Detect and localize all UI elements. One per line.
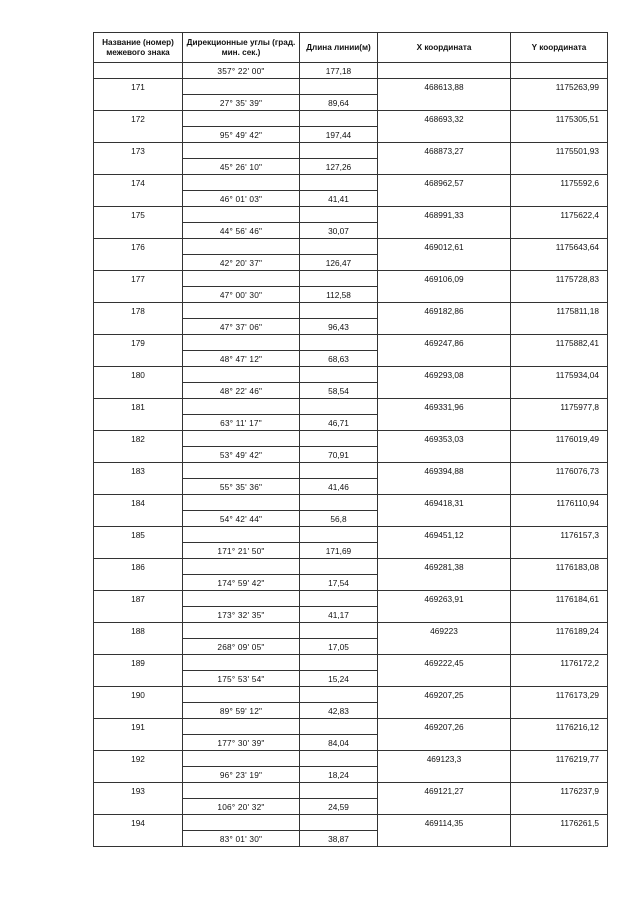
angle-cell: 83° 01' 30" [183, 831, 300, 847]
segment-row [94, 735, 608, 751]
x-coordinate-cell: 468962,57 [378, 175, 511, 191]
point-row [94, 175, 608, 191]
segment-row [94, 703, 608, 719]
point-name-cell: 183 [94, 463, 183, 479]
point-name-cell: 194 [94, 815, 183, 831]
segment-row [94, 575, 608, 591]
angle-cell: 268° 09' 05" [183, 639, 300, 655]
point-name-cell: 176 [94, 239, 183, 255]
point-row [94, 367, 608, 383]
y-coordinate-cell: 1175934,04 [511, 367, 608, 383]
segment-row [94, 543, 608, 559]
length-cell: 41,41 [300, 191, 378, 207]
point-row [94, 303, 608, 319]
point-row [94, 655, 608, 671]
angle-cell: 96° 23' 19" [183, 767, 300, 783]
point-row [94, 527, 608, 543]
point-name-cell: 184 [94, 495, 183, 511]
length-cell: 24,59 [300, 799, 378, 815]
angle-cell: 47° 00' 30" [183, 287, 300, 303]
length-cell: 15,24 [300, 671, 378, 687]
x-coordinate-cell: 469331,96 [378, 399, 511, 415]
angle-cell: 42° 20' 37" [183, 255, 300, 271]
point-name-cell: 171 [94, 79, 183, 95]
point-row [94, 79, 608, 95]
x-coordinate-cell: 469114,35 [378, 815, 511, 831]
y-coordinate-cell: 1176173,29 [511, 687, 608, 703]
segment-row [94, 223, 608, 239]
y-coordinate-cell: 1175501,93 [511, 143, 608, 159]
point-row [94, 719, 608, 735]
angle-cell: 48° 22' 46" [183, 383, 300, 399]
header-length: Длина линии(м) [300, 33, 378, 63]
x-coordinate-cell: 469106,09 [378, 271, 511, 287]
point-name-cell: 179 [94, 335, 183, 351]
angle-cell: 55° 35' 36" [183, 479, 300, 495]
length-cell: 17,54 [300, 575, 378, 591]
length-cell: 42,83 [300, 703, 378, 719]
point-name-cell: 193 [94, 783, 183, 799]
x-coordinate-cell: 468873,27 [378, 143, 511, 159]
length-cell: 56,8 [300, 511, 378, 527]
y-coordinate-cell: 1175622,4 [511, 207, 608, 223]
segment-row [94, 159, 608, 175]
point-name-cell: 180 [94, 367, 183, 383]
x-coordinate-cell: 468991,33 [378, 207, 511, 223]
angle-cell: 44° 56' 46" [183, 223, 300, 239]
length-cell: 30,07 [300, 223, 378, 239]
point-row [94, 687, 608, 703]
length-cell: 17,05 [300, 639, 378, 655]
y-coordinate-cell: 1175728,83 [511, 271, 608, 287]
segment-row [94, 351, 608, 367]
point-row [94, 207, 608, 223]
point-row [94, 335, 608, 351]
angle-cell: 48° 47' 12" [183, 351, 300, 367]
y-coordinate-cell: 1175811,18 [511, 303, 608, 319]
length-cell: 197,44 [300, 127, 378, 143]
angle-cell: 357° 22' 00" [183, 63, 300, 79]
length-cell: 96,43 [300, 319, 378, 335]
point-name-cell: 188 [94, 623, 183, 639]
point-name-cell: 189 [94, 655, 183, 671]
angle-cell: 27° 35' 39" [183, 95, 300, 111]
x-coordinate-cell: 469247,86 [378, 335, 511, 351]
angle-cell: 89° 59' 12" [183, 703, 300, 719]
segment-row [94, 95, 608, 111]
angle-cell: 95° 49' 42" [183, 127, 300, 143]
y-coordinate-cell: 1176076,73 [511, 463, 608, 479]
y-coordinate-cell: 1176110,94 [511, 495, 608, 511]
segment-row [94, 127, 608, 143]
angle-cell: 54° 42' 44" [183, 511, 300, 527]
x-coordinate-cell: 469394,88 [378, 463, 511, 479]
point-name-cell: 182 [94, 431, 183, 447]
x-coordinate-cell: 469121,27 [378, 783, 511, 799]
point-row [94, 111, 608, 127]
x-coordinate-cell: 469281,38 [378, 559, 511, 575]
segment-row [94, 767, 608, 783]
y-coordinate-cell: 1176237,9 [511, 783, 608, 799]
x-coordinate-cell: 469012,61 [378, 239, 511, 255]
length-cell: 171,69 [300, 543, 378, 559]
y-coordinate-cell: 1176184,61 [511, 591, 608, 607]
y-coordinate-cell: 1176261,5 [511, 815, 608, 831]
point-name-cell: 174 [94, 175, 183, 191]
y-coordinate-cell: 1176219,77 [511, 751, 608, 767]
point-row [94, 751, 608, 767]
point-name-cell: 190 [94, 687, 183, 703]
y-coordinate-cell: 1176183,08 [511, 559, 608, 575]
angle-cell: 177° 30' 39" [183, 735, 300, 751]
point-row [94, 143, 608, 159]
point-name-cell: 191 [94, 719, 183, 735]
segment-row [94, 479, 608, 495]
segment-row [94, 671, 608, 687]
x-coordinate-cell: 469451,12 [378, 527, 511, 543]
point-row [94, 239, 608, 255]
point-row [94, 271, 608, 287]
point-name-cell: 172 [94, 111, 183, 127]
x-coordinate-cell: 468693,32 [378, 111, 511, 127]
y-coordinate-cell: 1176172,2 [511, 655, 608, 671]
x-coordinate-cell: 469293,08 [378, 367, 511, 383]
segment-row [94, 415, 608, 431]
angle-cell: 173° 32' 35" [183, 607, 300, 623]
y-coordinate-cell: 1176019,49 [511, 431, 608, 447]
y-coordinate-cell: 1176157,3 [511, 527, 608, 543]
y-coordinate-cell: 1175305,51 [511, 111, 608, 127]
point-name-cell: 178 [94, 303, 183, 319]
angle-cell: 46° 01' 03" [183, 191, 300, 207]
segment-row [94, 607, 608, 623]
x-coordinate-cell: 469353,03 [378, 431, 511, 447]
length-cell: 38,87 [300, 831, 378, 847]
header-angle: Дирекционные углы (град. мин. сек.) [183, 33, 300, 63]
point-name-cell: 181 [94, 399, 183, 415]
segment-row [94, 63, 608, 79]
length-cell: 58,54 [300, 383, 378, 399]
length-cell: 68,63 [300, 351, 378, 367]
segment-row [94, 799, 608, 815]
y-coordinate-cell: 1175977,8 [511, 399, 608, 415]
header-x: X координата [378, 33, 511, 63]
point-row [94, 463, 608, 479]
boundary-coordinates-table [93, 32, 608, 847]
angle-cell: 47° 37' 06" [183, 319, 300, 335]
angle-cell: 53° 49' 42" [183, 447, 300, 463]
segment-row [94, 191, 608, 207]
angle-cell: 171° 21' 50" [183, 543, 300, 559]
length-cell: 177,18 [300, 63, 378, 79]
segment-row [94, 831, 608, 847]
point-row [94, 623, 608, 639]
length-cell: 84,04 [300, 735, 378, 751]
length-cell: 89,64 [300, 95, 378, 111]
header-y: Y координата [511, 33, 608, 63]
x-coordinate-cell: 469182,86 [378, 303, 511, 319]
x-coordinate-cell: 468613,88 [378, 79, 511, 95]
length-cell: 70,91 [300, 447, 378, 463]
point-name-cell: 185 [94, 527, 183, 543]
point-row [94, 495, 608, 511]
table-header-row [94, 33, 608, 63]
point-name-cell: 177 [94, 271, 183, 287]
length-cell: 41,17 [300, 607, 378, 623]
y-coordinate-cell: 1175643,64 [511, 239, 608, 255]
x-coordinate-cell: 469207,26 [378, 719, 511, 735]
segment-row [94, 319, 608, 335]
y-coordinate-cell: 1175882,41 [511, 335, 608, 351]
length-cell: 112,58 [300, 287, 378, 303]
point-name-cell: 175 [94, 207, 183, 223]
point-name-cell: 192 [94, 751, 183, 767]
table-body [94, 63, 608, 847]
segment-row [94, 511, 608, 527]
x-coordinate-cell: 469222,45 [378, 655, 511, 671]
point-row [94, 591, 608, 607]
length-cell: 41,46 [300, 479, 378, 495]
point-row [94, 431, 608, 447]
x-coordinate-cell: 469263,91 [378, 591, 511, 607]
x-coordinate-cell: 469223 [378, 623, 511, 639]
angle-cell: 45° 26' 10" [183, 159, 300, 175]
segment-row [94, 447, 608, 463]
point-row [94, 783, 608, 799]
x-coordinate-cell: 469418,31 [378, 495, 511, 511]
segment-row [94, 383, 608, 399]
coordinates-document [93, 32, 607, 847]
point-name-cell: 186 [94, 559, 183, 575]
x-coordinate-cell: 469207,25 [378, 687, 511, 703]
angle-cell: 175° 53' 54" [183, 671, 300, 687]
angle-cell: 174° 59' 42" [183, 575, 300, 591]
y-coordinate-cell: 1176189,24 [511, 623, 608, 639]
y-coordinate-cell: 1175263,99 [511, 79, 608, 95]
header-name: Название (номер) межевого знака [94, 33, 183, 63]
segment-row [94, 287, 608, 303]
length-cell: 127,26 [300, 159, 378, 175]
point-row [94, 399, 608, 415]
segment-row [94, 255, 608, 271]
point-name-cell: 187 [94, 591, 183, 607]
length-cell: 18,24 [300, 767, 378, 783]
angle-cell: 63° 11' 17" [183, 415, 300, 431]
point-row [94, 559, 608, 575]
segment-row [94, 639, 608, 655]
angle-cell: 106° 20' 32" [183, 799, 300, 815]
point-row [94, 815, 608, 831]
y-coordinate-cell: 1176216,12 [511, 719, 608, 735]
y-coordinate-cell: 1175592,6 [511, 175, 608, 191]
length-cell: 46,71 [300, 415, 378, 431]
length-cell: 126,47 [300, 255, 378, 271]
point-name-cell: 173 [94, 143, 183, 159]
x-coordinate-cell: 469123,3 [378, 751, 511, 767]
